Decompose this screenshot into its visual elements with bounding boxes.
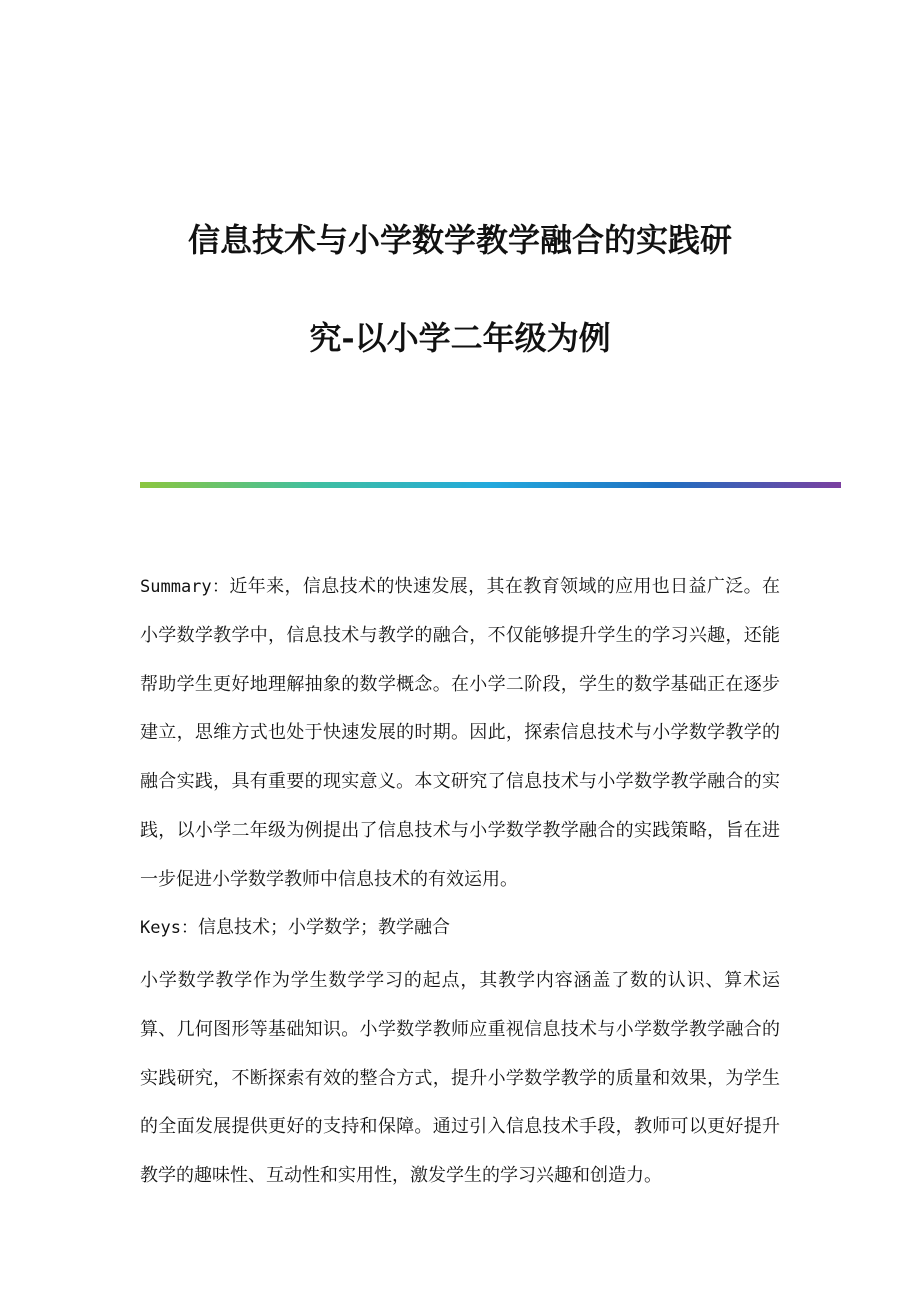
summary-text: 近年来，信息技术的快速发展，其在教育领域的应用也日益广泛。在小学数学教学中，信息技术与教学的融合，不仅能够提升学生的学习兴趣，还能帮助学生更好地理解抽象的数学概念。在小学二阶段，学生的数学基础正在逐步建立，思维方式也处于快速发展的时期。因此，探索信息技术与小学数学教学的融合实践，具有重要的现实意义。本文研究了信息技术与小学数学教学融合的实践，以小学二年级为例提出了信息技术与小学数学教学融合的实践策略，旨在进一步促进小学数学教师中信息技术的有效运用。	[140, 576, 780, 890]
keys-text: 信息技术；小学数学；教学融合	[197, 917, 450, 938]
summary-label: Summary：	[140, 577, 230, 597]
keywords-paragraph	[140, 904, 780, 953]
summary-paragraph	[140, 563, 780, 905]
keys-label: Keys：	[140, 918, 198, 938]
document-title-line-1: 信息技术与小学数学教学融合的实践研	[187, 221, 732, 259]
gradient-divider	[140, 482, 841, 488]
document-title-line-2: 究-以小学二年级为例	[309, 319, 611, 357]
intro-paragraph: 小学数学教学作为学生数学学习的起点，其教学内容涵盖了数的认识、算术运算、几何图形等基础知识。小学数学教师应重视信息技术与小学数学教学融合的实践研究，不断探索有效的整合方式，提升小学数学教学的质量和效果，为学生的全面发展提供更好的支持和保障。通过引入信息技术手段，教师可以更好提升教学的趣味性、互动性和实用性，激发学生的学习兴趣和创造力。	[140, 970, 780, 1187]
